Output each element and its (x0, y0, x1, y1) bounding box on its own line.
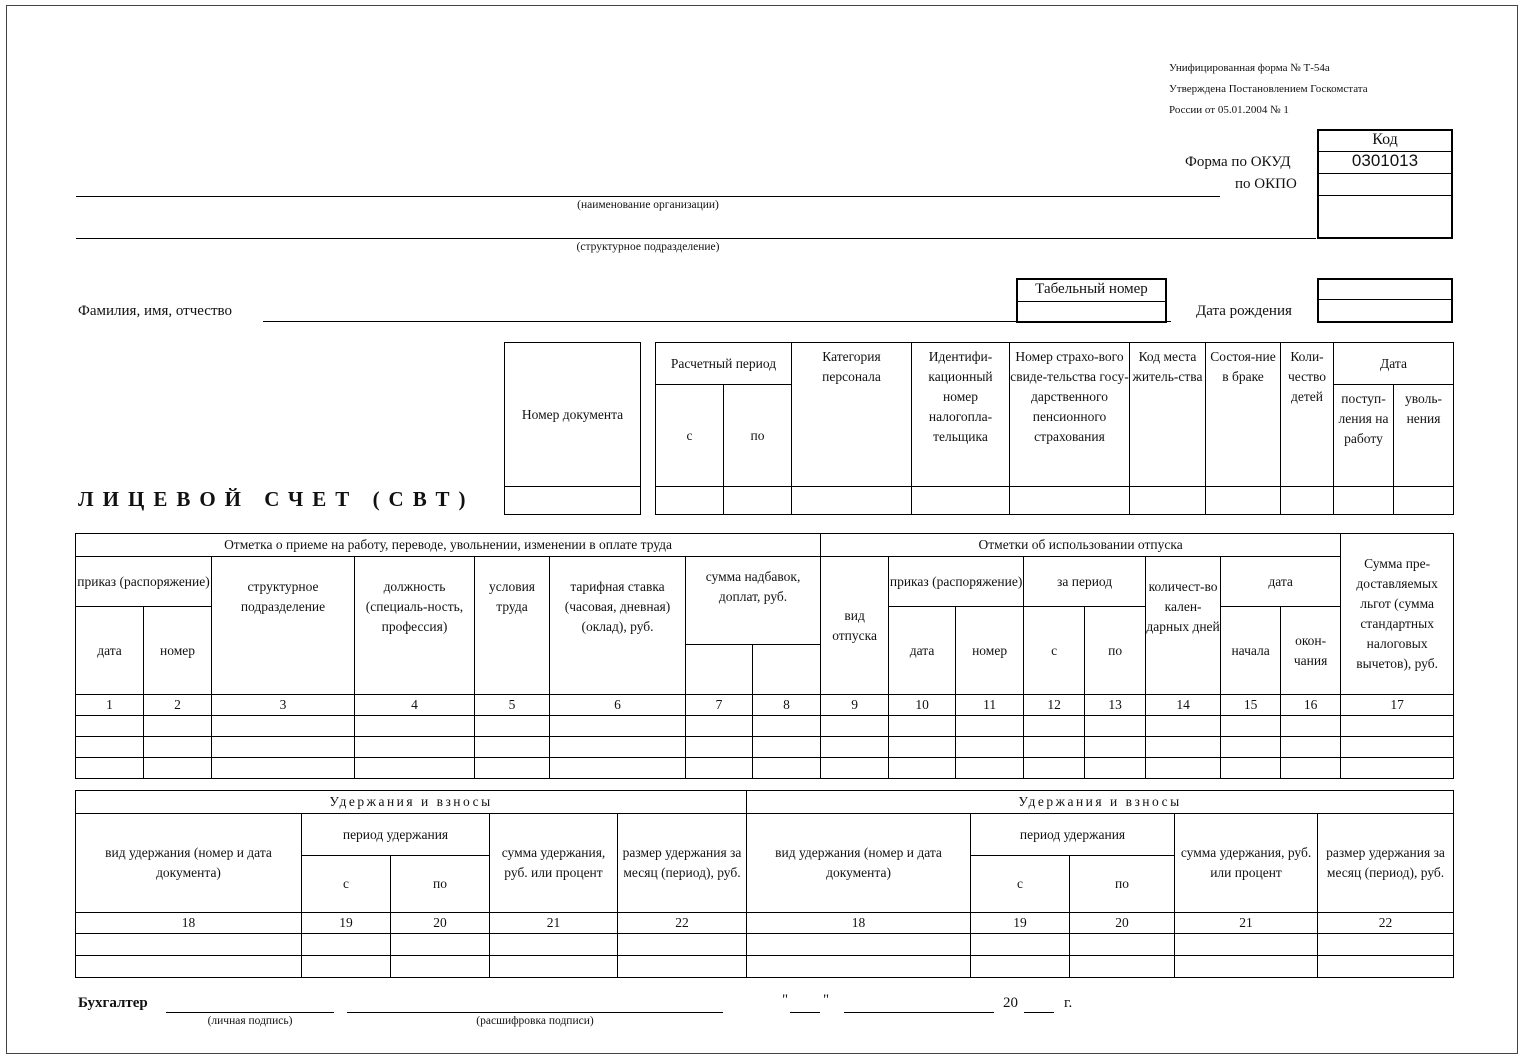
birth-date-label: Дата рождения (1196, 303, 1292, 319)
deduction-column-numbers-row (76, 913, 1454, 934)
input-cell[interactable] (1085, 716, 1146, 737)
input-cell[interactable] (550, 716, 686, 737)
col-number: 2 (144, 695, 212, 716)
col-number: 14 (1146, 695, 1221, 716)
period-from-header: с (1024, 607, 1085, 695)
col-number: 7 (686, 695, 753, 716)
snils-header: Номер страхо-вого свиде-тельства госу-дарственного пенсионного страхования (1010, 343, 1130, 487)
input-cell[interactable] (1206, 487, 1281, 515)
deductions-section-header-right: Удержания и взносы (747, 791, 1454, 814)
input-cell[interactable] (889, 737, 956, 758)
input-cell[interactable] (618, 956, 747, 978)
input-cell[interactable] (144, 737, 212, 758)
deductions-table (75, 790, 1454, 978)
input-cell[interactable] (753, 737, 821, 758)
category-header: Категория персонала (792, 343, 912, 487)
deduction-amount-header: сумма удержания, руб. или процент (1175, 814, 1318, 913)
input-cell[interactable] (1281, 758, 1341, 779)
leave-order-header: приказ (распоряжение) (889, 557, 1024, 607)
input-cell[interactable] (76, 934, 302, 956)
kod-label: Код (1372, 131, 1398, 148)
signature-caption: (личная подпись) (207, 1015, 293, 1027)
input-cell[interactable] (1010, 487, 1130, 515)
input-cell[interactable] (212, 737, 355, 758)
quote-close: " (823, 992, 830, 1008)
input-cell[interactable] (355, 758, 475, 779)
input-cell[interactable] (1085, 758, 1146, 779)
input-cell[interactable] (821, 758, 889, 779)
input-cell[interactable] (76, 716, 144, 737)
input-cell[interactable] (1281, 716, 1341, 737)
col-number: 11 (956, 695, 1024, 716)
table-row (76, 737, 1454, 758)
input-cell[interactable] (76, 956, 302, 978)
deduction-to-header: по (1070, 856, 1175, 913)
col-number: 21 (1175, 913, 1318, 934)
input-cell[interactable] (144, 758, 212, 779)
leave-order-date-header: дата (889, 607, 956, 695)
col-number: 3 (212, 695, 355, 716)
input-cell[interactable] (1175, 934, 1318, 956)
calc-period-header: Расчетный период (656, 343, 792, 385)
input-cell[interactable] (686, 716, 753, 737)
division-header: структурное подразделение (212, 557, 355, 695)
input-cell[interactable] (618, 934, 747, 956)
input-cell[interactable] (724, 487, 792, 515)
order-number-header: номер (144, 607, 212, 695)
employment-table (75, 533, 1454, 779)
deduction-period-header: период удержания (971, 814, 1175, 856)
input-cell[interactable] (144, 716, 212, 737)
table-row (76, 934, 1454, 956)
input-cell[interactable] (76, 758, 144, 779)
day-field[interactable] (790, 1012, 820, 1013)
leave-end-header: окон-чания (1281, 607, 1341, 695)
input-cell[interactable] (1070, 934, 1175, 956)
col-number: 18 (76, 913, 302, 934)
order-date-header: дата (76, 607, 144, 695)
input-cell[interactable] (1341, 758, 1454, 779)
signature-field[interactable] (166, 1012, 334, 1013)
input-cell[interactable] (490, 956, 618, 978)
col-number: 17 (1341, 695, 1454, 716)
input-cell[interactable] (1146, 758, 1221, 779)
input-cell[interactable] (956, 716, 1024, 737)
input-cell[interactable] (656, 487, 724, 515)
input-cell[interactable] (355, 716, 475, 737)
year-suffix: г. (1064, 995, 1073, 1011)
input-cell[interactable] (1146, 716, 1221, 737)
marital-header: Состоя-ние в браке (1206, 343, 1281, 487)
col-number: 6 (550, 695, 686, 716)
input-cell[interactable] (971, 956, 1070, 978)
input-cell[interactable] (212, 758, 355, 779)
doc-number-cell[interactable] (505, 487, 641, 515)
col-number: 10 (889, 695, 956, 716)
accountant-label: Бухгалтер (78, 995, 148, 1011)
col-number: 16 (1281, 695, 1341, 716)
input-cell[interactable] (1175, 956, 1318, 978)
fio-label: Фамилия, имя, отчество (78, 303, 232, 319)
period-to-header: по (1085, 607, 1146, 695)
input-cell[interactable] (490, 934, 618, 956)
allowance-col8 (753, 645, 821, 695)
employment-section-header: Отметка о приеме на работу, переводе, увольнении, изменении в оплате труда (76, 534, 821, 557)
doc-number-table (504, 342, 641, 515)
input-cell[interactable] (1221, 737, 1281, 758)
calc-from-header: с (656, 385, 724, 487)
input-cell[interactable] (212, 716, 355, 737)
col-number: 5 (475, 695, 550, 716)
input-cell[interactable] (753, 716, 821, 737)
dismissal-date-header: уволь-нения (1394, 385, 1454, 487)
input-cell[interactable] (1334, 487, 1394, 515)
leave-type-header: вид отпуска (821, 557, 889, 695)
year-field[interactable] (1024, 1012, 1054, 1013)
deduction-to-header: по (391, 856, 490, 913)
input-cell[interactable] (550, 758, 686, 779)
conditions-header: условия труда (475, 557, 550, 695)
input-cell[interactable] (1281, 487, 1334, 515)
col-number: 22 (1318, 913, 1454, 934)
col-number: 18 (747, 913, 971, 934)
residence-code-header: Код места житель-ства (1130, 343, 1206, 487)
col-number: 22 (618, 913, 747, 934)
input-cell[interactable] (302, 934, 391, 956)
table-row (76, 758, 1454, 779)
document-title: ЛИЦЕВОЙ СЧЕТ (СВТ) (78, 487, 475, 511)
input-cell[interactable] (1318, 956, 1454, 978)
col-number: 20 (1070, 913, 1175, 934)
leave-order-number-header: номер (956, 607, 1024, 695)
input-cell[interactable] (76, 737, 144, 758)
col-number: 15 (1221, 695, 1281, 716)
input-cell[interactable] (1130, 487, 1206, 515)
deduction-from-header: с (971, 856, 1070, 913)
input-cell[interactable] (550, 737, 686, 758)
col-number: 9 (821, 695, 889, 716)
input-cell[interactable] (1341, 716, 1454, 737)
column-numbers-row (76, 695, 1454, 716)
col-number: 19 (971, 913, 1070, 934)
input-cell[interactable] (475, 758, 550, 779)
col-number: 4 (355, 695, 475, 716)
input-cell[interactable] (1070, 956, 1175, 978)
deduction-monthly-header: размер удержания за месяц (период), руб. (1318, 814, 1454, 913)
deduction-period-header: период удержания (302, 814, 490, 856)
col-number: 1 (76, 695, 144, 716)
org-name-caption: (наименование организации) (577, 199, 719, 211)
year-prefix: 20 (1003, 995, 1018, 1011)
benefits-header: Сумма пре-доставляемых льгот (сумма стандартных налоговых вычетов), руб. (1341, 534, 1454, 695)
doc-number-header: Номер документа (505, 343, 641, 487)
input-cell[interactable] (1221, 716, 1281, 737)
inn-header: Идентифи-кационный номер налогопла-тельщика (912, 343, 1010, 487)
input-cell[interactable] (912, 487, 1010, 515)
input-cell[interactable] (391, 934, 490, 956)
date-header: Дата (1334, 343, 1454, 385)
input-cell[interactable] (1024, 758, 1085, 779)
personal-data-table (655, 342, 1454, 515)
col-number: 8 (753, 695, 821, 716)
col-number: 19 (302, 913, 391, 934)
division-caption: (структурное подразделение) (576, 241, 720, 253)
input-cell[interactable] (1024, 737, 1085, 758)
decode-field[interactable] (347, 1012, 723, 1013)
okud-value[interactable]: 0301013 (1351, 151, 1419, 170)
quote-open: " (782, 992, 789, 1008)
input-cell[interactable] (302, 956, 391, 978)
input-cell[interactable] (792, 487, 912, 515)
month-field[interactable] (844, 1012, 994, 1013)
deduction-type-header: вид удержания (номер и дата документа) (747, 814, 971, 913)
input-cell[interactable] (821, 716, 889, 737)
birth-date-box[interactable] (1317, 278, 1453, 323)
input-cell[interactable] (956, 758, 1024, 779)
input-cell[interactable] (1341, 737, 1454, 758)
leave-start-header: начала (1221, 607, 1281, 695)
input-cell[interactable] (1394, 487, 1454, 515)
input-cell[interactable] (1318, 934, 1454, 956)
position-header: должность (специаль-ность, профессия) (355, 557, 475, 695)
input-cell[interactable] (889, 716, 956, 737)
calendar-days-header: количест-во кален-дарных дней (1146, 557, 1221, 695)
input-cell[interactable] (475, 716, 550, 737)
table-row (76, 716, 1454, 737)
input-cell[interactable] (971, 934, 1070, 956)
approved-date-label: России от 05.01.2004 № 1 (1169, 104, 1289, 116)
col-number: 21 (490, 913, 618, 934)
deductions-section-header-left: Удержания и взносы (76, 791, 747, 814)
leave-section-header: Отметки об использовании отпуска (821, 534, 1341, 557)
unified-form-label: Унифицированная форма № Т-54а (1169, 62, 1330, 74)
deduction-monthly-header: размер удержания за месяц (период), руб. (618, 814, 747, 913)
col-number: 13 (1085, 695, 1146, 716)
col-number: 20 (391, 913, 490, 934)
calc-to-header: по (724, 385, 792, 487)
input-cell[interactable] (1146, 737, 1221, 758)
input-cell[interactable] (821, 737, 889, 758)
org-name-field[interactable] (76, 196, 1220, 197)
input-cell[interactable] (747, 934, 971, 956)
input-cell[interactable] (753, 758, 821, 779)
allowance-col7 (686, 645, 753, 695)
input-cell[interactable] (355, 737, 475, 758)
tab-number-label: Табельный номер (1035, 281, 1148, 297)
input-cell[interactable] (1281, 737, 1341, 758)
leave-date-header: дата (1221, 557, 1341, 607)
approved-label: Утверждена Постановлением Госкомстата (1169, 83, 1368, 95)
input-cell[interactable] (956, 737, 1024, 758)
order-header: приказ (распоряжение) (76, 557, 212, 607)
okud-label: Форма по ОКУД (1185, 154, 1291, 170)
decode-caption: (расшифровка подписи) (476, 1015, 594, 1027)
form-approval (1169, 58, 1368, 121)
tariff-header: тарифная ставка (часовая, дневная) (оклад), руб. (550, 557, 686, 695)
hire-date-header: поступ-ления на работу (1334, 385, 1394, 487)
input-cell[interactable] (889, 758, 956, 779)
deduction-amount-header: сумма удержания, руб. или процент (490, 814, 618, 913)
col-number: 12 (1024, 695, 1085, 716)
table-row (76, 956, 1454, 978)
input-cell[interactable] (1221, 758, 1281, 779)
deduction-from-header: с (302, 856, 391, 913)
input-cell[interactable] (686, 758, 753, 779)
input-cell[interactable] (686, 737, 753, 758)
input-cell[interactable] (1024, 716, 1085, 737)
input-cell[interactable] (475, 737, 550, 758)
input-cell[interactable] (747, 956, 971, 978)
division-field[interactable] (76, 238, 1316, 239)
input-cell[interactable] (391, 956, 490, 978)
okpo-label: по ОКПО (1235, 176, 1297, 192)
allowances-header: сумма надбавок, доплат, руб. (686, 557, 821, 645)
deduction-type-header: вид удержания (номер и дата документа) (76, 814, 302, 913)
for-period-header: за период (1024, 557, 1146, 607)
children-header: Коли-чество детей (1281, 343, 1334, 487)
input-cell[interactable] (1085, 737, 1146, 758)
